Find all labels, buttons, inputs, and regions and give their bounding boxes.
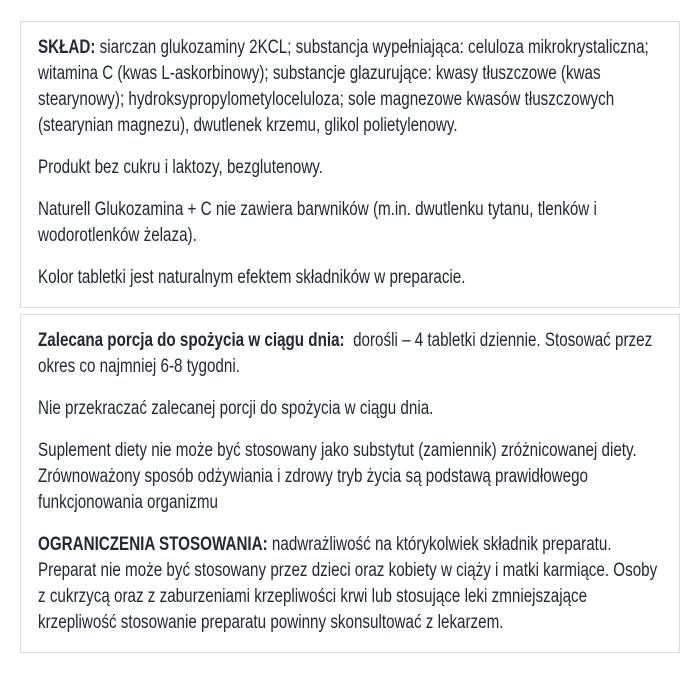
no-colorants-paragraph xyxy=(38,197,662,249)
dosage-restrictions-section xyxy=(20,314,680,653)
usage-restrictions-heading: OGRANICZENIA STOSOWANIA: xyxy=(38,534,268,555)
ingredients-section xyxy=(20,21,680,308)
tablet-color-paragraph xyxy=(38,265,662,291)
recommended-dose-paragraph xyxy=(38,328,662,380)
no-colorants-text: Naturell Glukozamina + C nie zawiera barwników (m.in. dwutlenku tytanu, tlenków i wodorotlenków żelaza). xyxy=(38,199,597,246)
ingredients-body-text: siarczan glukozaminy 2KCL; substancja wypełniająca: celuloza mikrokrystaliczna; witamina C (kwas L-askorbinowy); substancje glazurujące: kwasy tłuszczowe (kwas stearynowy); hydroksypropylometyloceluloza; sole magnezowe kwasów tłuszczowych (stearynian magnezu), dwutlenek krzemu, glikol polietylenowy. xyxy=(38,37,649,136)
dosage-text-block xyxy=(38,328,662,636)
tablet-color-text: Kolor tabletki jest naturalnym efektem składników w preparacie. xyxy=(38,267,466,288)
sugar-free-paragraph xyxy=(38,155,662,181)
supplement-disclaimer-paragraph xyxy=(38,438,662,516)
ingredients-text-block xyxy=(38,35,662,291)
do-not-exceed-text: Nie przekraczać zalecanej porcji do spożycia w ciągu dnia. xyxy=(38,398,434,419)
usage-restrictions-paragraph xyxy=(38,532,662,636)
recommended-dose-text: dorośli – 4 tabletki dziennie. Stosować przez okres co najmniej 6-8 tygodni. xyxy=(38,330,653,377)
ingredients-paragraph xyxy=(38,35,662,139)
do-not-exceed-paragraph xyxy=(38,396,662,422)
supplement-disclaimer-text: Suplement diety nie może być stosowany jako substytut (zamiennik) zróżnicowanej diety. Zrównoważony sposób odżywiania i zdrowy tryb życia są podstawą prawidłowego funkcjonowania organizmu xyxy=(38,440,637,513)
ingredients-heading: SKŁAD: xyxy=(38,37,96,58)
recommended-dose-heading: Zalecana porcja do spożycia w ciągu dnia: xyxy=(38,330,345,351)
usage-restrictions-text: nadwrażliwość na którykolwiek składnik preparatu. Preparat nie może być stosowany przez dzieci oraz kobiety w ciąży i matki karmiące. Osoby z cukrzycą oraz z zaburzeniami krzepliwości krwi lub stosujące leki zmniejszające krzepliwość stosowanie preparatu powinny skonsultować z lekarzem. xyxy=(38,534,658,633)
sugar-free-text: Produkt bez cukru i laktozy, bezglutenowy. xyxy=(38,157,323,178)
